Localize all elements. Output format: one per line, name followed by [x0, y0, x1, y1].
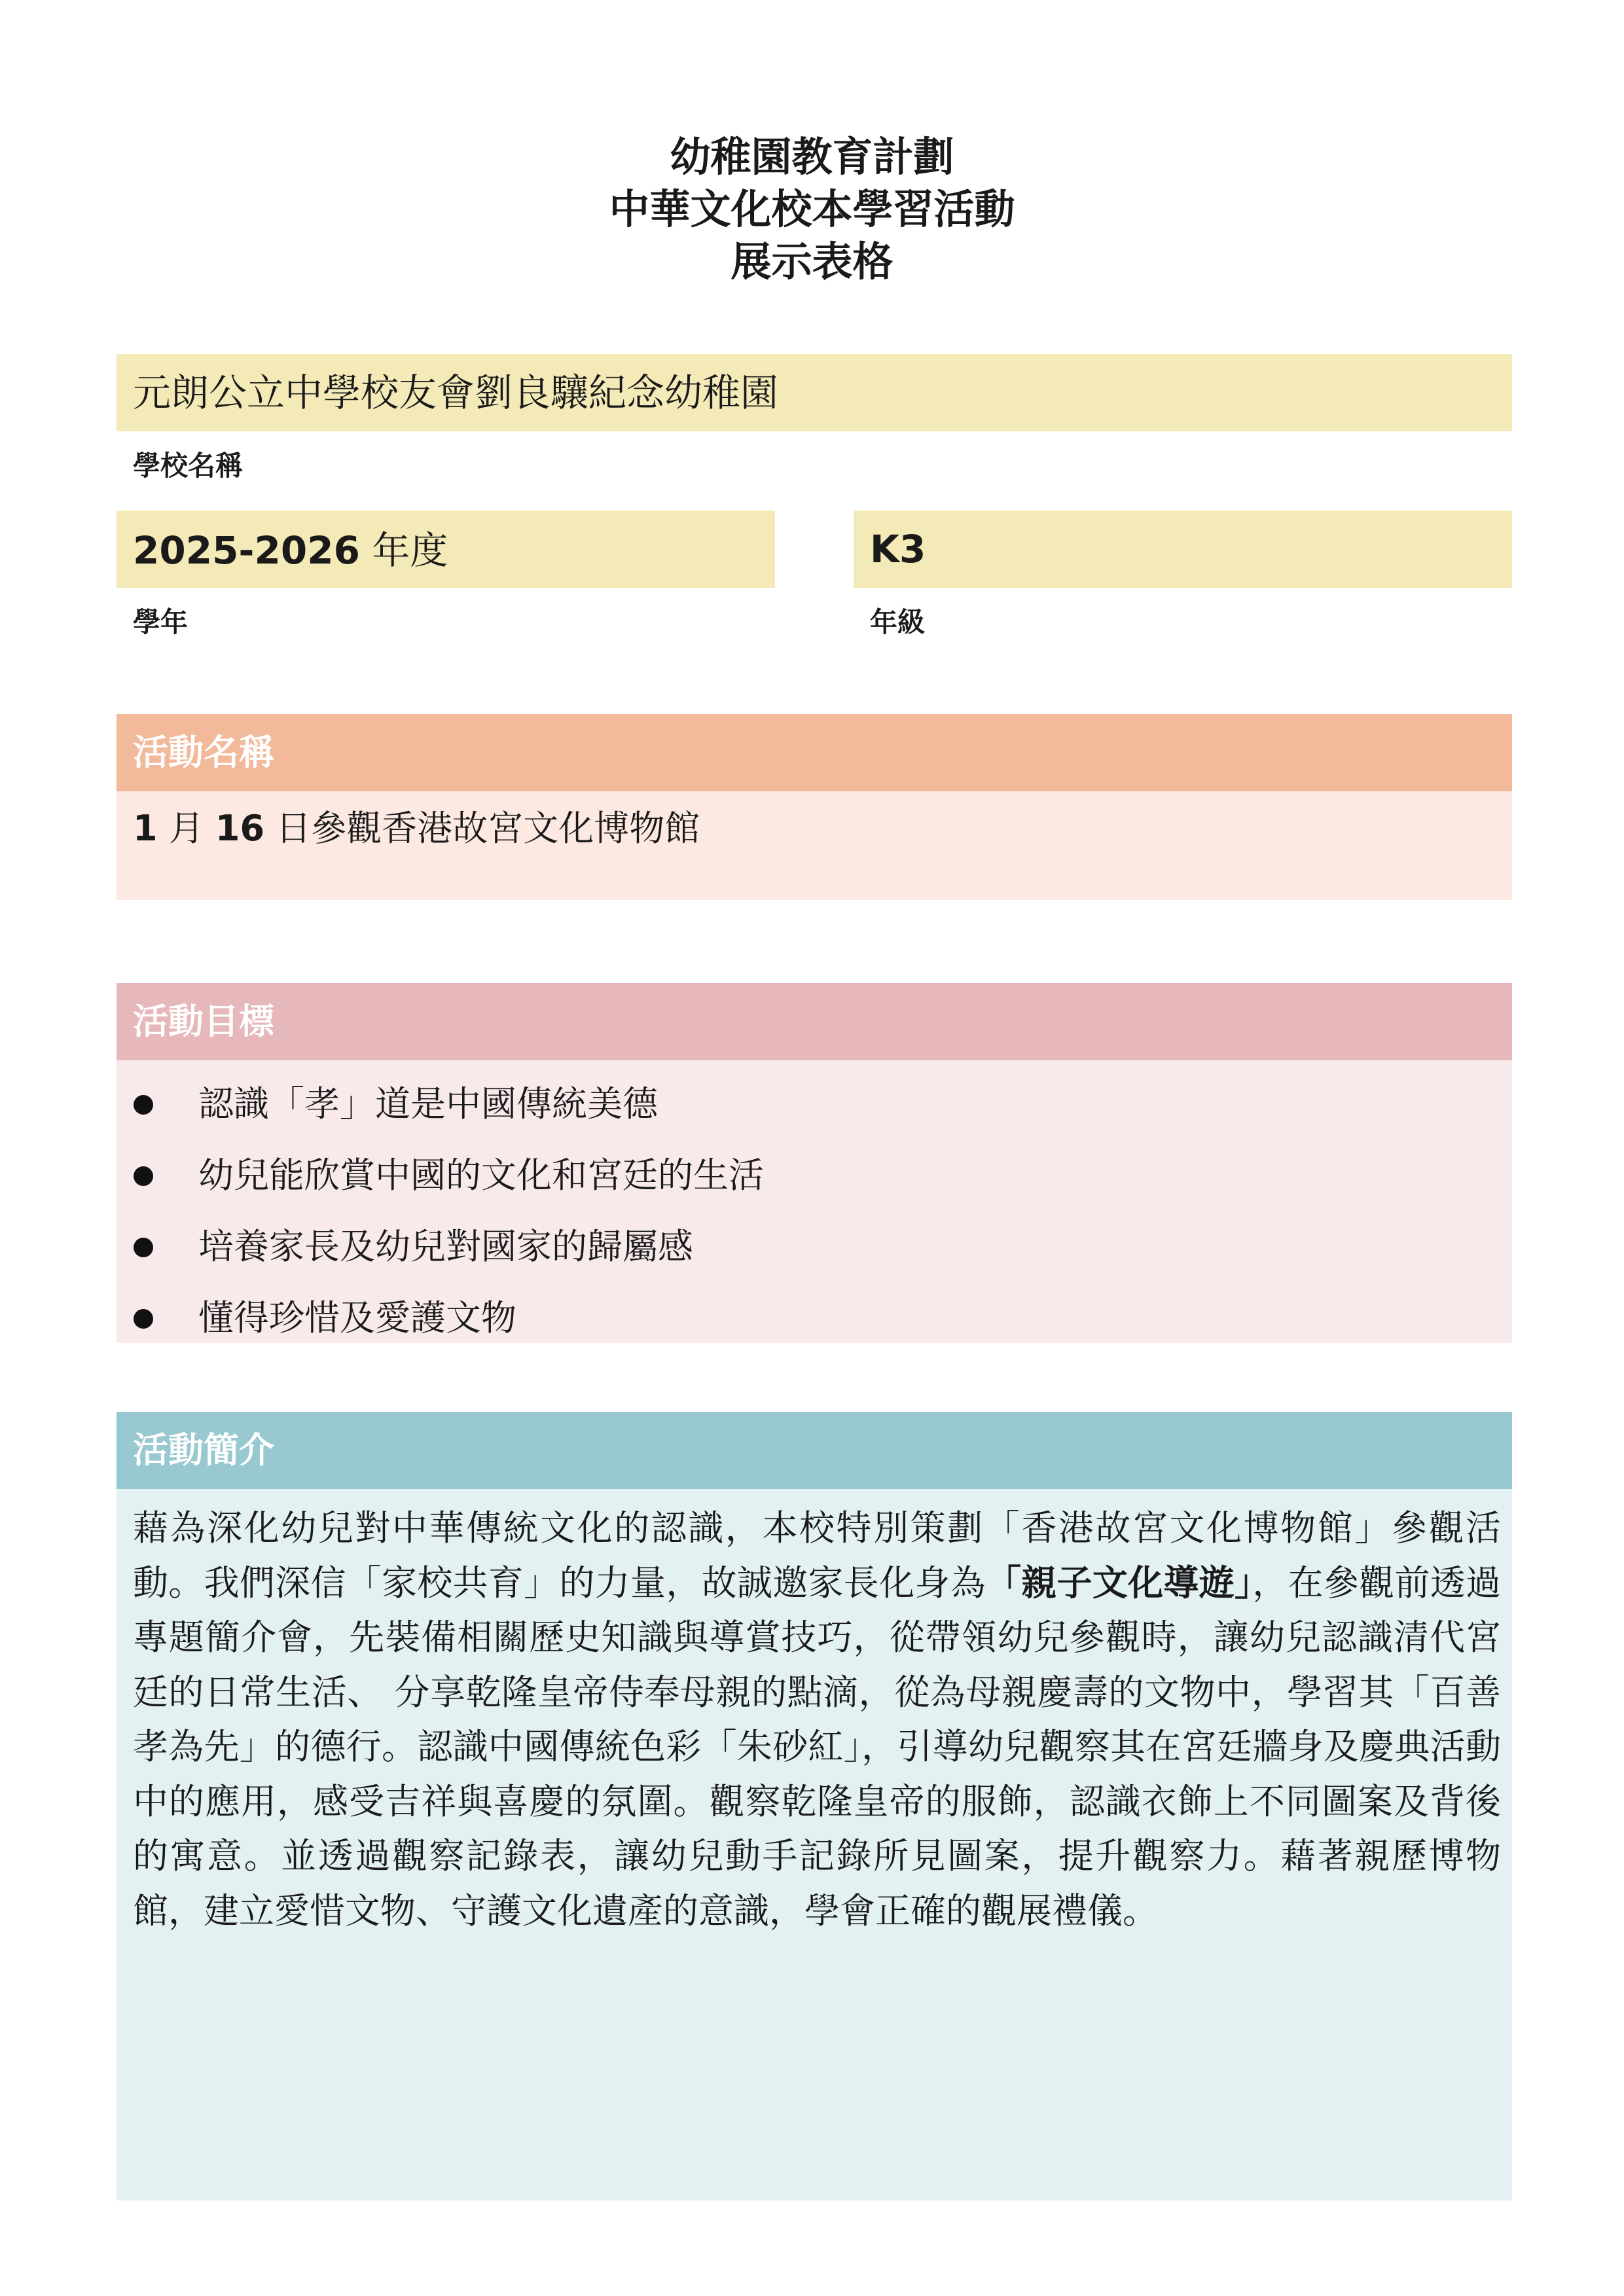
intro-text-part-1: 藉為深化幼兒對中華傳統文化的認識，本校特別策劃「香港故宮文化博物館」參觀活動。我們深信「家校共育」的力量，故誠邀家長化身為 — [133, 1507, 1501, 1604]
intro-text-part-2: ，在參觀前透過專題簡介會，先裝備相關歷史知識與導賞技巧，從帶領幼兒參觀時，讓幼兒認識清代宮廷的日常生活、 分享乾隆皇帝侍奉母親的點滴，從為母親慶壽的文物中，學習其「百善孝為先」的德行。認識中國傳統色彩「朱砂紅」，引導幼兒觀察其在宮廷牆身及慶典活動中的應用，感受吉祥與喜慶的氛圍。觀察乾隆皇帝的服飾，認識衣飾上不同圖案及背後的寓意。並透過觀察記錄表，讓幼兒動手記錄所見圖案，提升觀察力。藉著親歷博物館，建立愛惜文物、守護文化遺產的意識，學會正確的觀展禮儀。 — [133, 1562, 1502, 1931]
bullet-icon — [134, 1309, 153, 1329]
academic-year-number: 2025-2026 — [133, 528, 360, 573]
intro-emphasis: 「親子文化導遊」 — [985, 1562, 1253, 1604]
activity-day: 16 — [215, 808, 265, 849]
intro-header: 活動簡介 — [117, 1412, 1512, 1489]
document-title — [0, 131, 1624, 288]
academic-year-label: 學年 — [133, 606, 189, 638]
intro-panel[interactable] — [117, 1489, 1512, 2200]
title-line-1: 幼稚園教育計劃 — [670, 133, 954, 181]
grade-field[interactable] — [854, 511, 1512, 588]
school-name-label: 學校名稱 — [133, 450, 244, 482]
objective-text: 認識「孝」道是中國傳統美德 — [198, 1083, 658, 1124]
objectives-header: 活動目標 — [117, 983, 1512, 1060]
objective-text: 懂得珍惜及愛護文物 — [198, 1297, 516, 1338]
academic-year-value — [133, 528, 448, 573]
bullet-icon — [134, 1095, 153, 1115]
activity-name-panel[interactable] — [117, 791, 1512, 900]
activity-day-rest: 日參觀香港故宮文化博物館 — [264, 808, 700, 849]
activity-name-header: 活動名稱 — [117, 714, 1512, 791]
activity-month-unit: 月 — [157, 808, 215, 849]
objective-text: 培養家長及幼兒對國家的歸屬感 — [198, 1226, 693, 1267]
intro-paragraph — [133, 1501, 1501, 1938]
objectives-panel[interactable] — [117, 1060, 1512, 1343]
bullet-icon — [134, 1166, 153, 1186]
title-line-2: 中華文化校本學習活動 — [609, 185, 1015, 233]
grade-label: 年級 — [870, 606, 926, 638]
school-name-value: 元朗公立中學校友會劉良驤紀念幼稚園 — [133, 370, 779, 415]
title-line-3: 展示表格 — [731, 238, 893, 285]
objective-text: 幼兒能欣賞中國的文化和宮廷的生活 — [198, 1155, 764, 1196]
bullet-icon — [134, 1238, 153, 1257]
school-name-field[interactable] — [117, 354, 1512, 431]
academic-year-suffix: 年度 — [359, 528, 448, 573]
academic-year-field[interactable] — [117, 511, 775, 588]
activity-name-value — [133, 806, 700, 852]
activity-month: 1 — [133, 808, 158, 849]
grade-value: K3 — [870, 527, 926, 571]
